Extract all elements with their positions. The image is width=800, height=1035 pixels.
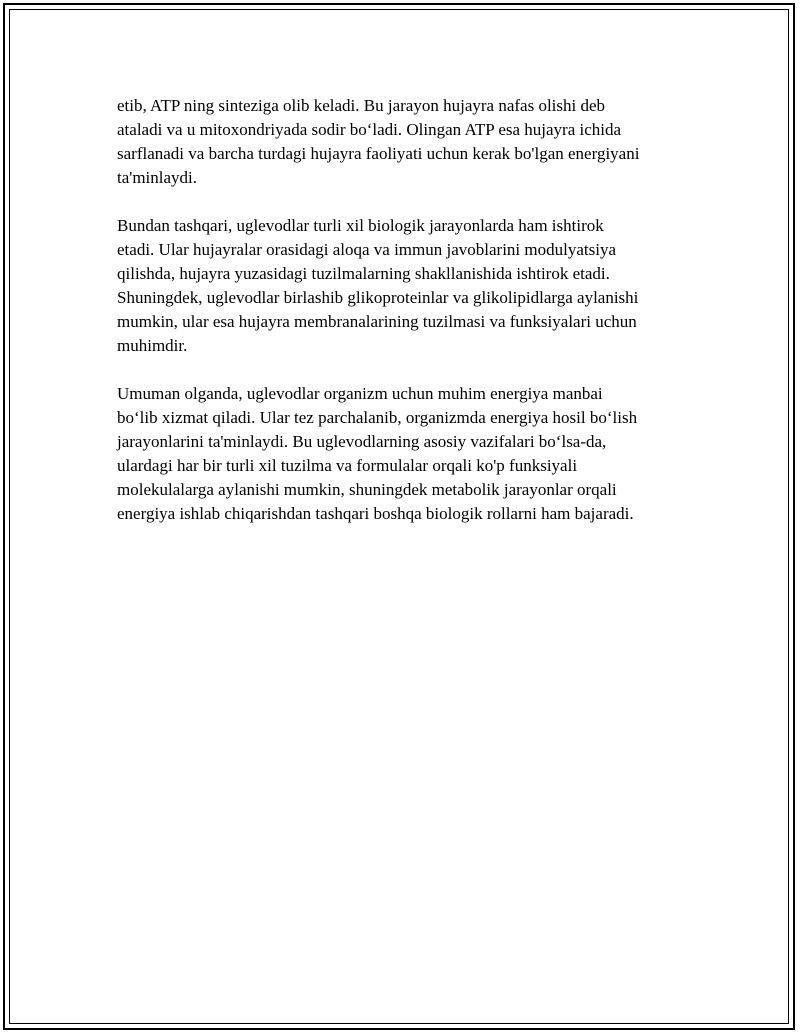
paragraph-1: etib, ATP ning sinteziga olib keladi. Bu jarayon hujayra nafas olishi deb ataladi va u mitoxondriyada sodir bo‘ladi. Olingan ATP esa hujayra ichida sarflanadi va barcha turdagi hujayra faoliyati uchun kerak bo'lgan energiyani ta'minlaydi. (117, 96, 640, 187)
paragraph-3: Umuman olganda, uglevodlar organizm uchun muhim energiya manbai bo‘lib xizmat qiladi. Ular tez parchalanib, organizmda energiya hosil bo‘lish jarayonlarini ta'minlaydi. Bu uglevodlarning asosiy vazifalari bo‘lsa-da, ulardagi har bir turli xil tuzilma va formulalar orqali ko'p funksiyali molekulalarga aylanishi mumkin, shuningdek metabolik jarayonlar orqali energiya ishlab chiqarishdan tashqari boshqa biologik rollarni ham bajaradi. (117, 384, 638, 523)
document-body (117, 94, 697, 550)
paragraph-2: Bundan tashqari, uglevodlar turli xil biologik jarayonlarda ham ishtirok etadi. Ular hujayralar orasidagi aloqa va immun javoblarini modulyatsiya qilishda, hujayra yuzasidagi tuzilmalarning shakllanishida ishtirok etadi. Shuningdek, uglevodlar birlashib glikoproteinlar va glikolipidlarga aylanishi mumkin, ular esa hujayra membranalarining tuzilmasi va funksiyalari uchun muhimdir. (117, 216, 639, 355)
